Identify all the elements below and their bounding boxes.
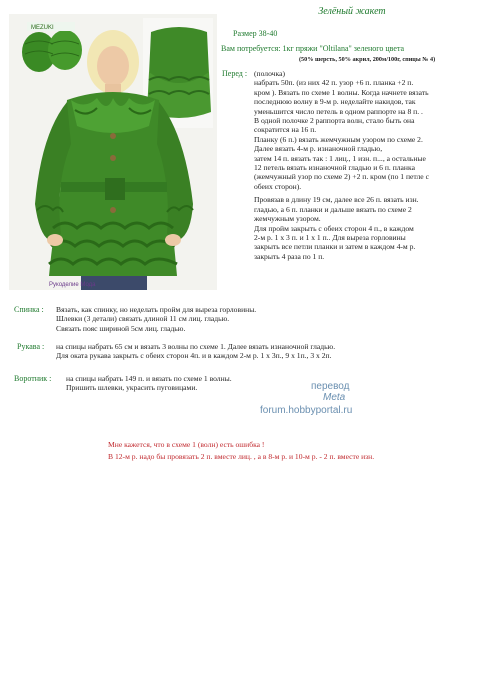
size-line: Размер 38-40 <box>233 29 278 38</box>
front-line: кром ). Вязать по схеме 1 волны. Когда начнете вязать <box>254 87 429 97</box>
back-line: Вязать, как спинку, но неделать пройм для выреза горловины. <box>56 305 257 314</box>
front-line: Провязав в длину 19 см, далее все 26 п. вязать изн. <box>254 195 419 205</box>
credit-translation: перевод <box>311 381 350 392</box>
collar-line: Пришить шлевки, украсить пуговицами. <box>66 383 198 393</box>
credit-site-link[interactable]: forum.hobbyportal.ru <box>260 405 353 416</box>
front-line: 12 петель вязать изнаночной гладью и 6 п. планка <box>254 163 415 173</box>
front-line: (жемчужный узор по схеме 2) +2 п. кром (по 1 петле с <box>254 172 429 182</box>
front-line: сократится на 16 п. <box>254 125 317 135</box>
front-text <box>254 69 482 261</box>
front-line: затем 14 п. вязать так : 1 лиц., 1 изн. п..., а остальные <box>254 153 426 163</box>
back-text <box>56 305 256 333</box>
front-line: уменьшится число петель в одном раппорте на 8 п. . <box>254 106 423 116</box>
sleeve-label: Рукава : <box>17 342 45 351</box>
yarn-line: Вам потребуется: 1кг пряжи "Oltilana" зеленого цвета <box>221 44 405 53</box>
jacket-photo <box>9 14 217 290</box>
front-line: жемчужным узором. <box>254 214 321 224</box>
front-line: Планку (6 п.) вязать жемчужным узором по схеме 2. <box>254 134 423 144</box>
front-line: 2-м р. 1 х 3 п. и 1 х 1 п.. Для выреза горловины <box>254 232 406 242</box>
credit-author: Meta <box>323 392 346 403</box>
front-line: закрыть все петли планки и затем в каждом 4-м р. <box>254 242 416 252</box>
note-line-2: В 12-м р. надо бы провязать 2 п. вместе лиц. , а в 8-м р. и 10-м р. - 2 п. вместе изн. <box>108 452 375 461</box>
front-line: Далее вязать 4-м р. изнаночной гладью, <box>254 144 383 154</box>
front-line: последнюю волну в 9-м р. неделайте накидов, так <box>254 97 416 107</box>
yarn-detail: (50% шерсть, 50% акрил, 200м/100г, спицы № 4) <box>299 56 436 63</box>
front-line: закрыть 4 раза по 1 п. <box>254 251 325 261</box>
back-line: Связать пояс шириной 5см лиц. гладью. <box>56 323 186 333</box>
jacket-photo-illustration <box>9 14 217 290</box>
front-line: Для пройм закрыть с обеих сторон 4 п., в каждом <box>254 223 414 233</box>
front-label: Перед : <box>222 69 248 78</box>
collar-text <box>66 374 232 393</box>
note-line-1: Мне кажется, что в схеме 1 (волн) есть ошибка ! <box>108 440 265 449</box>
front-line: В одной полочке 2 раппорта волн, стало быть она <box>254 116 415 126</box>
collar-line: на спицы набрать 149 п. и вязать по схеме 1 волны. <box>66 374 232 383</box>
front-line: гладью, а 6 п. планки и дальше вязать по схеме 2 <box>254 204 412 214</box>
back-label: Спинка : <box>14 305 44 314</box>
back-line: Шлевки (3 детали) связать длиной 11 см лиц. гладью. <box>56 314 230 324</box>
front-line: обеих сторон). <box>254 181 302 191</box>
sleeve-text <box>56 342 335 361</box>
sleeve-line: Для оката рукава закрыть с обеих сторон 4п. и в каждом 2-м р. 1 х 3п., 9 х 1п., 3 х 2п. <box>56 351 332 361</box>
front-line: (полочка) <box>254 69 285 78</box>
brand-label: MEZUKI <box>31 25 54 31</box>
collar-label: Воротник : <box>14 374 52 383</box>
front-line: набрать 50п. (из них 42 п. узор +6 п. планка +2 п. <box>254 78 414 88</box>
photo-caption: Рукоделие Мода <box>49 282 96 288</box>
page-title: Зелёный жакет <box>318 6 386 17</box>
sleeve-line: на спицы набрать 65 см и вязать 3 волны по схеме 1. Далее вязать изнаночной гладью. <box>56 342 336 351</box>
